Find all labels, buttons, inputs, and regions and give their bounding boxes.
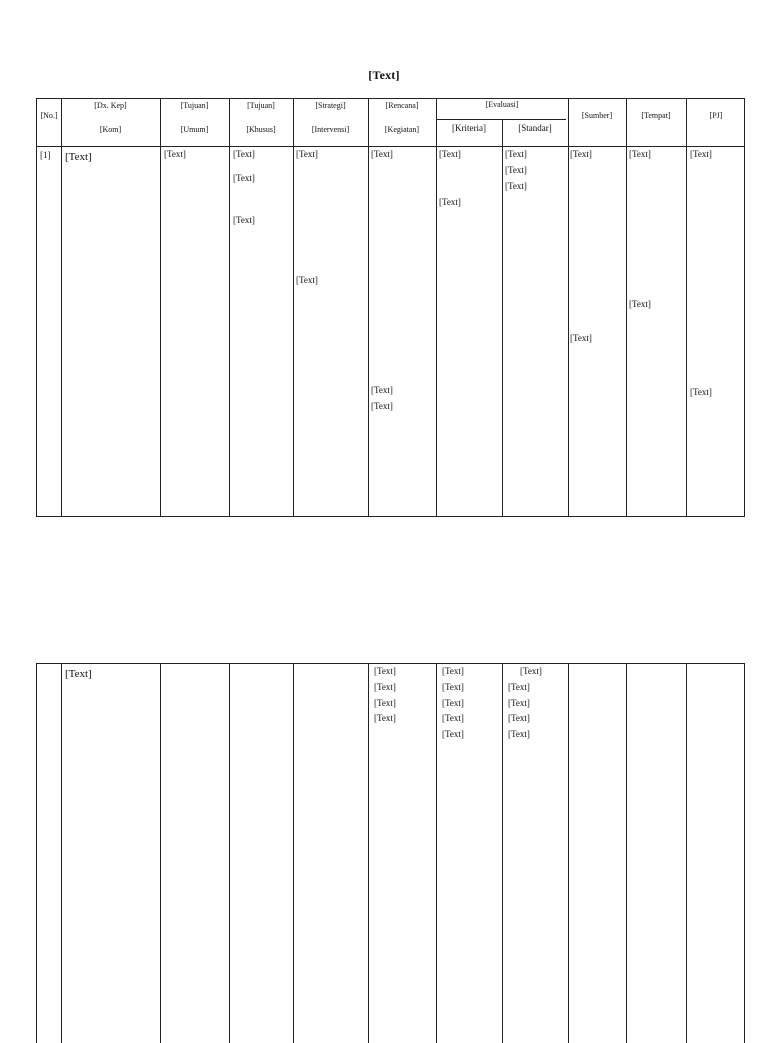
kriteria-sub-item: [Text] (442, 697, 464, 708)
strategi-item: [Text] (296, 274, 318, 285)
document-title: [Text] (368, 68, 400, 82)
tujuan-khusus-cell (233, 147, 291, 228)
rencana-sub-item: [Text] (374, 681, 396, 692)
rencana-sub-item: [Text] (374, 713, 396, 724)
kriteria-sub-item: [Text] (442, 666, 464, 676)
standar-item: [Text] (505, 164, 527, 175)
sumber-cell (570, 147, 625, 347)
sumber-item: [Text] (570, 332, 592, 343)
strategi-item: [Text] (296, 149, 318, 159)
care-plan-table-continued (36, 663, 745, 1043)
header-tujuan-khusus: [Tujuan] (247, 101, 275, 110)
header-strategi-2: [Intervensi] (311, 125, 350, 134)
kriteria-sub-item: [Text] (442, 681, 464, 692)
standar-item: [Text] (505, 180, 527, 191)
header-rencana: [Rencana] (385, 101, 419, 110)
header-tujuan-umum-2: [Umum] (180, 125, 209, 134)
standar-sub-item: [Text] (508, 681, 530, 692)
standar-sub-item: [Text] (520, 666, 542, 676)
header-pj: [PJ] (709, 111, 723, 120)
tempat-cell (629, 147, 685, 313)
row-number: [1] (40, 150, 51, 160)
sumber-item: [Text] (570, 149, 592, 159)
standar-list (508, 664, 568, 743)
rencana-cell (371, 147, 434, 414)
standar-item: [Text] (505, 149, 527, 159)
standar-sub-item: [Text] (508, 729, 530, 739)
header-tujuan-umum: [Tujuan] (180, 101, 209, 110)
header-dx-kep-2: [Kom] (99, 125, 122, 134)
standar-sub-item: [Text] (508, 713, 530, 724)
tujuan-khusus-text: [Text] (233, 149, 255, 159)
tujuan-khusus-item: [Text] (233, 214, 255, 225)
header-tempat: [Tempat] (641, 111, 671, 120)
rencana-item: [Text] (371, 400, 393, 411)
rencana-sub-item: [Text] (374, 697, 396, 708)
header-sumber: [Sumber] (581, 111, 613, 120)
strategi-cell (296, 147, 366, 289)
header-dx-kep: [Dx. Kep] (94, 101, 127, 110)
header-tujuan-khusus-2: [Khusus] (246, 125, 276, 134)
rencana-list (374, 664, 434, 727)
pj-item: [Text] (690, 386, 712, 397)
care-plan-table (36, 98, 745, 517)
header-kriteria: [Kriteria] (452, 123, 486, 133)
tujuan-khusus-item: [Text] (233, 172, 255, 183)
kriteria-item: [Text] (439, 149, 461, 159)
rencana-sub-item: [Text] (374, 666, 396, 676)
kriteria-sub-item: [Text] (442, 729, 464, 739)
pj-item: [Text] (690, 149, 712, 159)
pj-cell (690, 147, 745, 401)
standar-cell (505, 147, 567, 194)
header-standar: [Standar] (518, 123, 552, 133)
diagnosis-text-continued: [Text] (65, 668, 92, 680)
kriteria-sub-item: [Text] (442, 713, 464, 724)
kriteria-item: [Text] (439, 196, 461, 207)
rencana-item: [Text] (371, 384, 393, 395)
header-no: [No.] (40, 111, 58, 120)
header-rencana-2: [Kegiatan] (384, 125, 420, 134)
kriteria-list (442, 664, 502, 743)
tempat-item: [Text] (629, 149, 651, 159)
rencana-item: [Text] (371, 149, 393, 159)
tempat-item: [Text] (629, 298, 651, 309)
kriteria-cell (439, 147, 501, 211)
header-evaluasi: [Evaluasi] (485, 100, 519, 109)
header-strategi: [Strategi] (315, 101, 346, 110)
diagnosis-text: [Text] (65, 151, 92, 163)
tujuan-umum-text: [Text] (164, 149, 186, 159)
standar-sub-item: [Text] (508, 697, 530, 708)
